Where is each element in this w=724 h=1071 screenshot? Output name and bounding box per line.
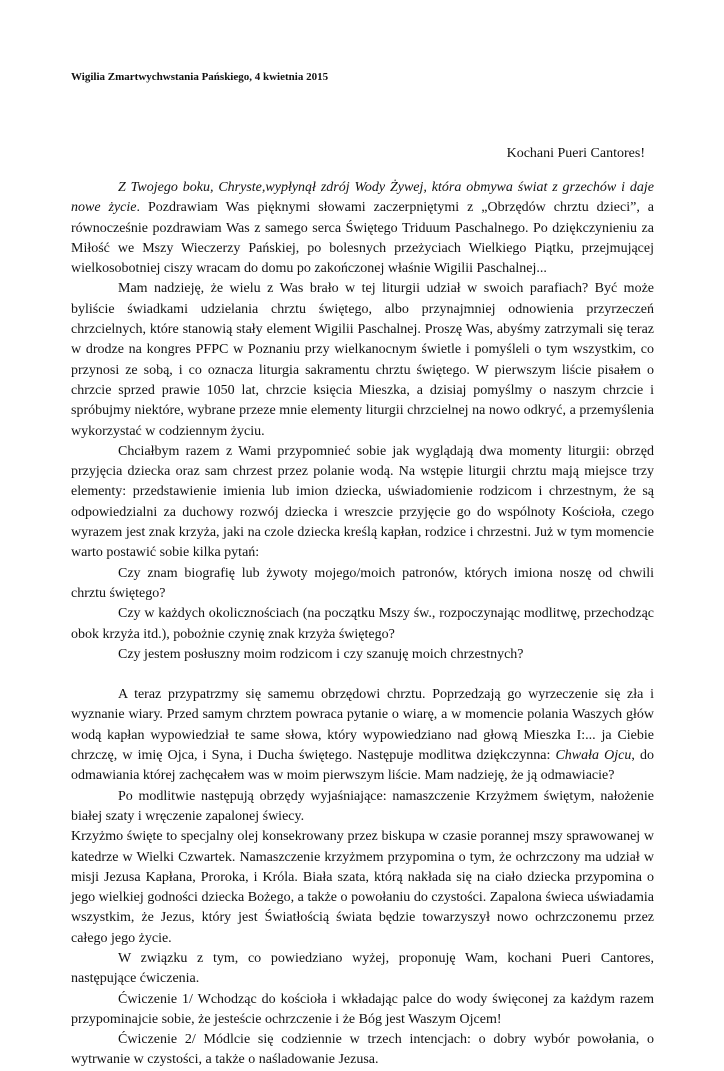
baptism-text-before: A teraz przypatrzmy się samemu obrzędowi chrztu. Poprzedzają go wyrzeczenie się zła i wyznanie wiary. Przed samym chrztem powraca pytanie o wiarę, a w momencie polania Waszych głów wodą kapłan wypowiedział te same słowa, który wypowiedziano nad głową Mieszka I:... ja Ciebie chrzczę, w imię Ojca, i Syna, i Ducha świętego. Następuje modlitwa dziękczynna:: [71, 687, 654, 764]
prayer-title: Chwała Ojcu: [555, 748, 632, 764]
exercise-2: Ćwiczenie 2/ Módlcie się codziennie w trzech intencjach: o dobry wybór powołania, o wytrwanie w czystości, a także o naśladowanie Jezusa.: [71, 1032, 654, 1068]
paragraph-chrism: Krzyżmo święte to specjalny olej konsekrowany przez biskupa w czasie porannej mszy sprawowanej w katedrze w Wielki Czwartek. Namaszczenie krzyżmem przypomina o tym, że ochrzczony ma udział w misji Jezusa Kapłana, Proroka, i Króla. Biała szata, którą nakłada się na ciało dziecka przypomina o jego wielkiej godności dziecka Bożego, a także o powołaniu do czystości. Zapalona świeca uświadamia wszystkim, że Jezus, który jest Światłością świata będzie towarzyszył nowo ochrzczonemu przez całego jego życie.: [71, 829, 654, 946]
paragraph-intro: [71, 178, 654, 279]
document-heading: Wigilia Zmartwychwstania Pańskiego, 4 kwietnia 2015: [71, 71, 329, 83]
question-parents: Czy jestem posłuszny moim rodzicom i czy szanuję moich chrzestnych?: [118, 646, 524, 662]
paragraph-exercises-intro: W związku z tym, co powiedziano wyżej, proponuję Wam, kochani Pueri Cantores, następujące ćwiczenia.: [71, 950, 654, 987]
salutation: Kochani Pueri Cantores!: [506, 146, 645, 161]
paragraph-hope: Mam nadzieję, że wielu z Was brało w tej liturgii udział w swoich parafiach? Być może byliście świadkami udzielania chrztu świętego, albo przynajmniej odnowienia przyrzeczeń chrzcielnych, które stanowią stały element Wigilii Paschalnej. Proszę Was, abyśmy zatrzymali się teraz w drodze na kongres PFPC w Poznaniu przy wielkanocnym świetle i pomyśleli o tym wszystkim, co przynosi ze sobą, i co oznacza liturgia sakramentu chrztu świętego. W pierwszym liście pisałem o chrzcie sprzed prawie 1050 lat, chrzcie księcia Mieszka, a dzisiaj pomyślmy o naszym chrzcie i spróbujmy niektóre, wybrane przeze mnie elementy liturgii chrzcielnej na nowo odkryć, a przemyślenia wykorzystać w codziennym życiu.: [71, 281, 654, 439]
paragraph-rite-intro: Chciałbym razem z Wami przypomnieć sobie jak wyglądają dwa momenty liturgii: obrzęd przyjęcia dziecka oraz sam chrzest przez polanie wodą. Na wstępie liturgii chrztu mają miejsce trzy elementy: przedstawienie imienia lub imion dziecka, uświadomienie rodzicom i chrzestnym, że są odpowiedzialni za duchowy rozwój dziecka i wreszcie przyjęcie go do wspólnoty Kościoła, czego wyrazem jest znak krzyża, jaki na czole dziecka kreślą kapłan, rodzice i chrzestni. Już w tym momencie warto postawić sobie kilka pytań:: [71, 443, 654, 561]
intro-text: . Pozdrawiam Was pięknymi słowami zaczerpniętymi z „Obrzędów chrztu dzieci”, a równocześnie pozdrawiam Was z samego serca Świętego Triduum Paschalnego. Po dziękczynieniu za Miłość we Mszy Wieczerzy Pańskiej, po bolesnych przeżyciach Wielkiego Piątku, przejmującej wielkosobotniej ciszy wracam do domu po zakończonej właśnie Wigilii Paschalnej...: [71, 200, 654, 277]
paragraph-baptism-rite: [71, 685, 654, 786]
opening-quote: Z Twojego boku, Chryste,wypłynął zdrój Wody Żywej, która obmywa świat z grzechów i daje nowe życie: [71, 180, 654, 216]
baptism-text-after: , do odmawiania której zachęcałem was w moim pierwszym liście. Mam nadzieję, że ją odmawiacie?: [71, 748, 655, 784]
question-patrons: Czy znam biografię lub żywoty mojego/moich patronów, których imiona noszę od chwili chrztu świętego?: [71, 565, 654, 601]
exercise-1: Ćwiczenie 1/ Wchodząc do kościoła i wkładając palce do wody święconej za każdym razem przypominajcie sobie, że jesteście ochrzczenie i że Bóg jest Waszym Ojcem!: [71, 991, 654, 1027]
question-cross: Czy w każdych okolicznościach (na początku Mszy św., rozpoczynając modlitwę, przechodząc obok krzyża itd.), pobożnie czynię znak krzyża świętego?: [71, 606, 654, 642]
letter-body: [71, 178, 654, 1071]
paragraph-explanatory-rites: Po modlitwie następują obrzędy wyjaśniające: namaszczenie Krzyżmem świętym, nałożenie białej szaty i wręczenie zapalonej świecy.: [71, 788, 654, 824]
paragraph-gap: [71, 665, 654, 685]
